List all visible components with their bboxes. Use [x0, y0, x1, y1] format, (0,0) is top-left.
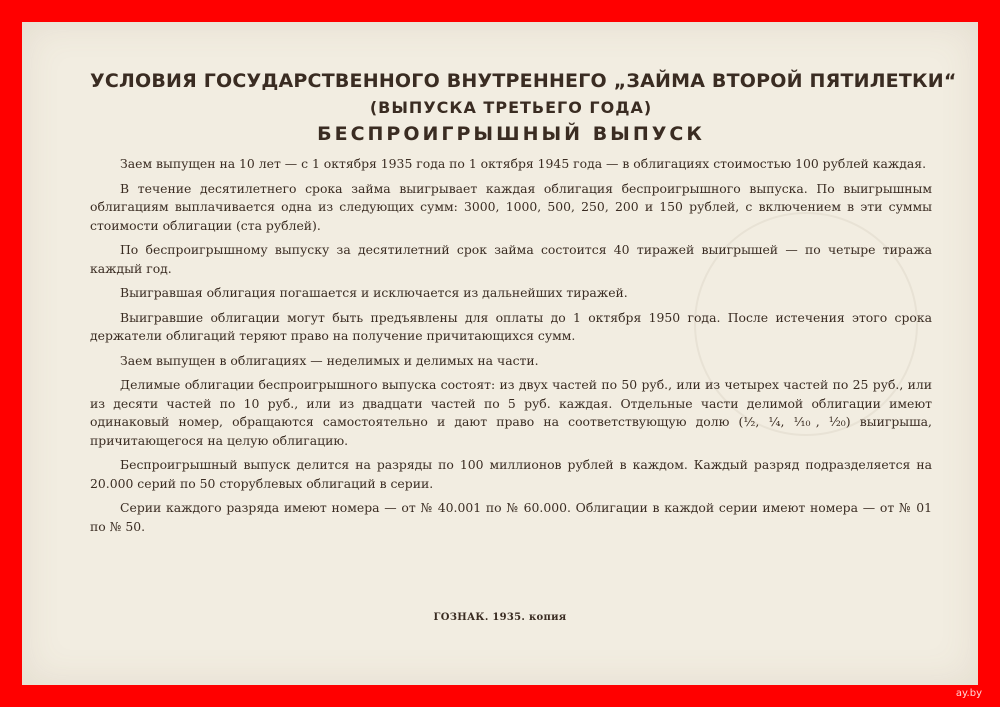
document-subtitle: (ВЫПУСКА ТРЕТЬЕГО ГОДА): [369, 98, 653, 117]
paragraph: Заем выпущен в облигациях — неделимых и делимых на части.: [120, 352, 539, 368]
document-title: УСЛОВИЯ ГОСУДАРСТВЕННОГО ВНУТРЕННЕГО „ЗАЙМА ВТОРОЙ ПЯТИЛЕТКИ“: [90, 70, 957, 92]
paragraph: Выигравшая облигация погашается и исключается из дальнейших тиражей.: [120, 285, 628, 300]
paragraph: Заем выпущен на 10 лет — с 1 октября 1935 года по 1 октября 1945 года — в облигациях стоимостью 100 рублей каждая.: [120, 156, 927, 171]
printer-imprint: ГОЗНАК. 1935. копия: [433, 612, 567, 623]
paragraph: Выигравшие облигации могут быть предъявлены для оплаты до 1 октября 1950 года. После истечения этого срока держатели облигаций теряют право на получение причитающихся сумм.: [90, 309, 932, 343]
paragraph: Делимые облигации беспроигрышного выпуска состоят: из двух частей по 50 руб., или из четырех частей по 25 руб., или из десяти частей по 10 руб., или из двадцати частей по 5 руб. каждая. Отдельные части делимой облигации имеют одинаковый номер, обращаются самостоятельно и дают право на соответствующую долю (½, ¼, ⅒, ¹⁄₂₀) выигрыша, причитающегося на целую облигацию.: [90, 377, 932, 448]
paragraph: В течение десятилетнего срока займа выигрывает каждая облигация беспроигрышного выпуска. По выигрышным облигациям выплачивается одна из следующих сумм: 3000, 1000, 500, 250, 200 и 150 рублей, с включением в эти суммы стоимости облигации (ста рублей).: [90, 180, 932, 233]
paragraph: Беспроигрышный выпуск делится на разряды по 100 миллионов рублей в каждом. Каждый разряд подразделяется на 20.000 серий по 50 сторублевых облигаций в серии.: [90, 457, 932, 491]
bond-sheet: [22, 22, 978, 685]
conditions-text: [90, 70, 957, 542]
paragraph: Серии каждого разряда имеют номера — от № 40.001 по № 60.000. Облигации в каждой серии имеют номера — от № 01 по № 50.: [90, 500, 932, 534]
site-watermark: ay.by: [955, 688, 982, 699]
section-heading: БЕСПРОИГРЫШНЫЙ ВЫПУСК: [317, 123, 705, 145]
paragraph: По беспроигрышному выпуску за десятилетний срок займа состоится 40 тиражей выигрышей — по четыре тиража каждый год.: [90, 242, 932, 276]
